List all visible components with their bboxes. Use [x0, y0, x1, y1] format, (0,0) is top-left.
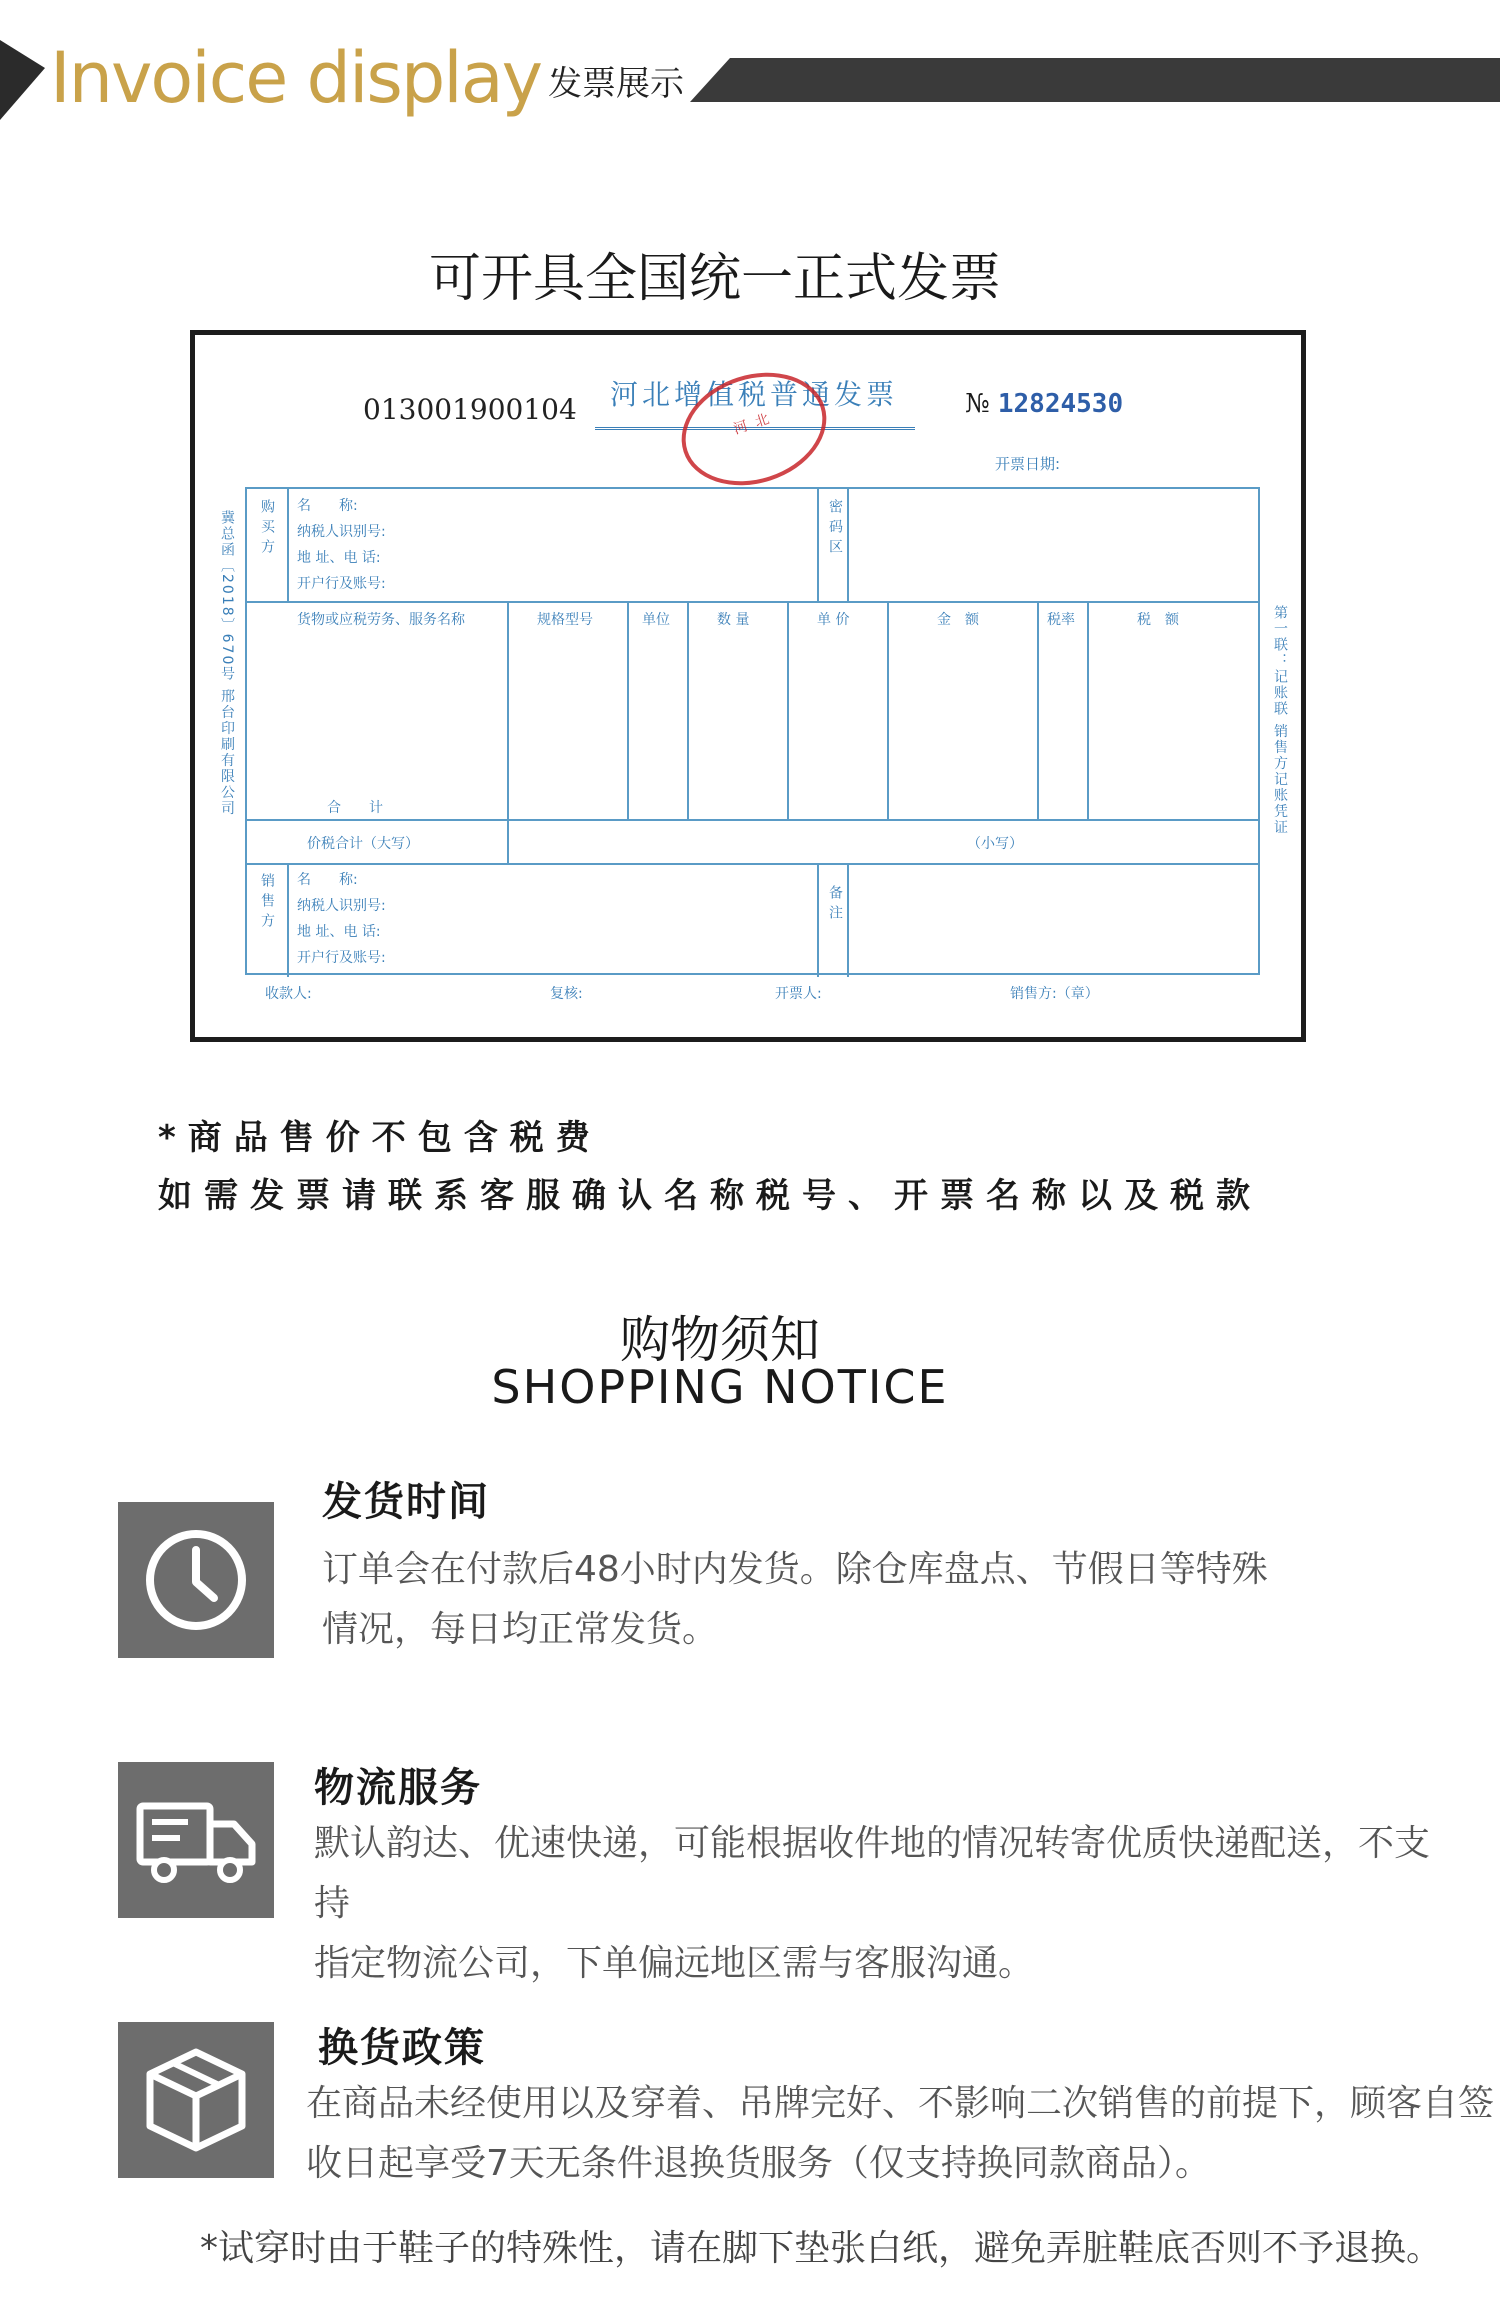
invoice-number-value: 12824530 — [997, 389, 1124, 419]
buyer-field: 开户行及账号: — [297, 576, 386, 592]
seller-field: 地 址、电 话: — [297, 924, 381, 940]
note-invoice: 如需发票请联系客服确认名称税号、开票名称以及税款 — [158, 1176, 1262, 1216]
box-icon — [118, 2022, 274, 2178]
grid-line — [817, 863, 819, 977]
invoice-footer-seller: 销售方:（章） — [1010, 986, 1099, 1002]
grid-line — [287, 863, 289, 977]
col-header: 单 价 — [817, 612, 850, 628]
remark-label: 备注 — [827, 885, 843, 925]
password-area-label: 密码区 — [827, 499, 843, 559]
seller-field: 名 称: — [297, 872, 358, 888]
invoice-section-title: 可开具全国统一正式发票 — [428, 249, 1001, 309]
banner-triangle — [0, 40, 45, 120]
invoice-number-prefix: № — [965, 389, 990, 419]
footer-note: *试穿时由于鞋子的特殊性，请在脚下垫张白纸，避免弄脏鞋底否则不予退换。 — [200, 2228, 1443, 2269]
invoice-image — [190, 330, 1306, 1042]
invoice-date-label: 开票日期: — [995, 455, 1061, 473]
seller-field: 纳税人识别号: — [297, 898, 386, 914]
buyer-label: 购买方 — [259, 499, 275, 559]
notice-item-body — [322, 1540, 1462, 1660]
header-banner — [0, 37, 1500, 120]
invoice-footer-drawer: 开票人: — [775, 986, 822, 1002]
grid-line — [847, 863, 849, 977]
invoice-number — [965, 389, 1123, 419]
grid-line — [817, 489, 819, 601]
grid-line — [627, 601, 629, 819]
seller-field: 开户行及账号: — [297, 950, 386, 966]
invoice-grid — [245, 487, 1260, 975]
tax-total-label: 价税合计（大写） — [307, 836, 419, 852]
col-header: 税率 — [1047, 612, 1075, 628]
invoice-footer-reviewer: 复核: — [550, 986, 583, 1002]
grid-line — [247, 601, 1258, 603]
grid-line — [247, 863, 1258, 865]
grid-line — [247, 819, 1258, 821]
total-label: 合 计 — [327, 800, 383, 816]
col-header: 数 量 — [717, 612, 750, 628]
notice-item-line: 在商品未经使用以及穿着、吊牌完好、不影响二次销售的前提下，顾客自签 — [306, 2083, 1495, 2124]
buyer-field: 名 称: — [297, 498, 358, 514]
notice-item-title: 换货政策 — [318, 2025, 486, 2071]
notice-title-cn: 购物须知 — [620, 1311, 820, 1369]
small-amount-label: （小写） — [967, 836, 1023, 852]
notice-item-line: 收日起享受7天无条件退换货服务（仅支持换同款商品）。 — [306, 2143, 1211, 2184]
grid-line — [847, 489, 849, 601]
invoice-side-left: 冀总函〔2018〕670号 邢台印刷有限公司 — [219, 510, 235, 817]
note-tax: *商品售价不包含税费 — [158, 1118, 602, 1158]
grid-line — [887, 601, 889, 819]
banner-bar — [690, 58, 1500, 102]
banner-title-en: Invoice display — [50, 37, 542, 119]
grid-line — [1087, 601, 1089, 819]
invoice-footer-payee: 收款人: — [265, 986, 312, 1002]
notice-item-line: 指定物流公司，下单偏远地区需与客服沟通。 — [314, 1943, 1035, 1984]
notice-title-en: SHOPPING NOTICE — [491, 1360, 949, 1414]
notice-item-title: 物流服务 — [314, 1765, 482, 1811]
col-header: 单位 — [642, 612, 670, 628]
grid-line — [787, 601, 789, 819]
seal-text: 河 北 — [731, 410, 774, 438]
notice-item-title: 发货时间 — [322, 1479, 490, 1525]
notice-item-body — [306, 2074, 1496, 2194]
buyer-field: 地 址、电 话: — [297, 550, 381, 566]
seller-label: 销售方 — [259, 873, 275, 933]
grid-line — [687, 601, 689, 819]
banner-title-cn: 发票展示 — [548, 64, 684, 104]
col-header: 税 额 — [1137, 612, 1179, 628]
grid-line — [507, 601, 509, 863]
clock-icon — [118, 1502, 274, 1658]
buyer-field: 纳税人识别号: — [297, 524, 386, 540]
notice-item-line: 订单会在付款后48小时内发货。除仓库盘点、节假日等特殊 — [322, 1549, 1268, 1590]
invoice-name: 河北增值税普通发票 — [610, 378, 899, 411]
notice-item-body — [314, 1814, 1454, 1994]
invoice-side-right: 第一联：记账联 销售方记账凭证 — [1272, 605, 1288, 836]
col-header: 规格型号 — [537, 612, 593, 628]
col-header: 货物或应税劳务、服务名称 — [297, 612, 465, 628]
truck-icon — [118, 1762, 274, 1918]
invoice-code: 013001900104 — [363, 393, 577, 426]
grid-line — [287, 489, 289, 601]
notice-item-line: 默认韵达、优速快递，可能根据收件地的情况转寄优质快递配送，不支持 — [314, 1823, 1431, 1924]
col-header: 金 额 — [937, 612, 979, 628]
grid-line — [1037, 601, 1039, 819]
notice-item-line: 情况，每日均正常发货。 — [322, 1609, 719, 1650]
